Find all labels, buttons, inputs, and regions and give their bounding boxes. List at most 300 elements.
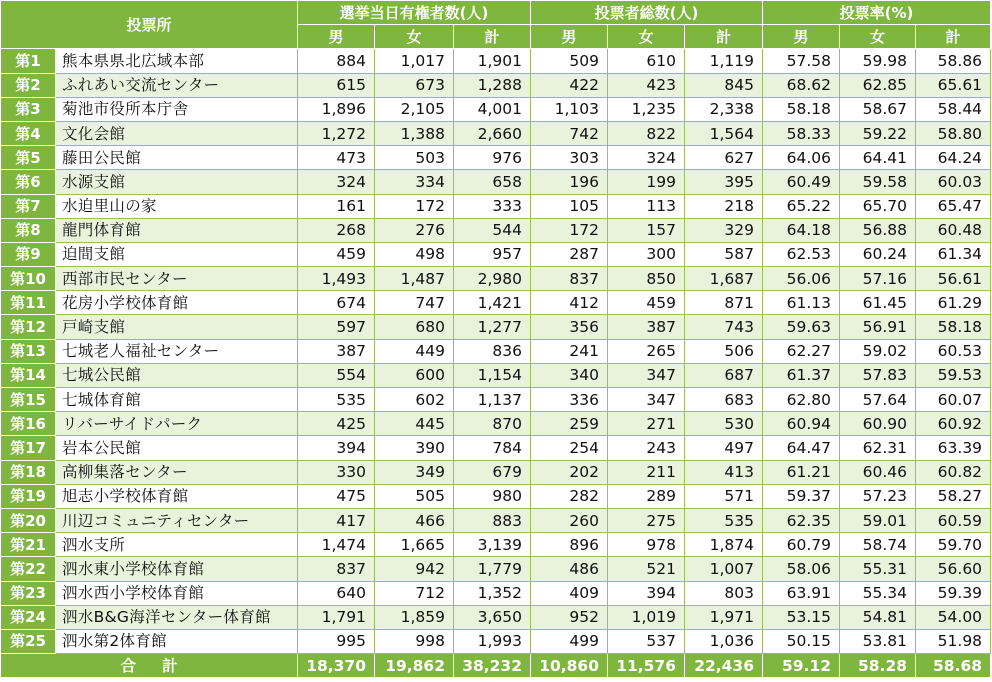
- data-cell: 58.86: [916, 49, 991, 73]
- data-cell: 51.98: [916, 629, 991, 653]
- station-number: 第18: [1, 460, 56, 484]
- data-cell: 60.07: [916, 388, 991, 412]
- data-cell: 850: [608, 267, 685, 291]
- data-cell: 422: [531, 73, 608, 97]
- data-cell: 57.83: [840, 363, 916, 387]
- data-cell: 340: [531, 363, 608, 387]
- header-female: 女: [375, 25, 454, 49]
- data-cell: 64.18: [763, 218, 840, 242]
- data-cell: 271: [608, 412, 685, 436]
- data-cell: 679: [454, 460, 531, 484]
- data-cell: 53.81: [840, 629, 916, 653]
- data-cell: 57.16: [840, 267, 916, 291]
- data-cell: 64.47: [763, 436, 840, 460]
- station-name: 水源支館: [56, 170, 298, 194]
- data-cell: 172: [375, 194, 454, 218]
- table-row: [1, 460, 991, 484]
- data-cell: 413: [685, 460, 763, 484]
- table-row: [1, 436, 991, 460]
- data-cell: 1,103: [531, 97, 608, 121]
- data-cell: 61.13: [763, 291, 840, 315]
- data-cell: 333: [454, 194, 531, 218]
- data-cell: 4,001: [454, 97, 531, 121]
- station-name: 七城公民館: [56, 363, 298, 387]
- data-cell: 349: [375, 460, 454, 484]
- data-cell: 1,474: [298, 533, 375, 557]
- data-cell: 627: [685, 146, 763, 170]
- data-cell: 202: [531, 460, 608, 484]
- data-cell: 172: [531, 218, 608, 242]
- station-number: 第6: [1, 170, 56, 194]
- data-cell: 394: [298, 436, 375, 460]
- table-row: [1, 508, 991, 532]
- data-cell: 1,036: [685, 629, 763, 653]
- data-cell: 952: [531, 605, 608, 629]
- data-cell: 60.92: [916, 412, 991, 436]
- data-cell: 60.53: [916, 339, 991, 363]
- table-row: [1, 557, 991, 581]
- data-cell: 2,105: [375, 97, 454, 121]
- table-row: [1, 363, 991, 387]
- data-cell: 62.27: [763, 339, 840, 363]
- station-name: ふれあい交流センター: [56, 73, 298, 97]
- data-cell: 65.61: [916, 73, 991, 97]
- data-cell: 597: [298, 315, 375, 339]
- data-cell: 347: [608, 363, 685, 387]
- data-cell: 265: [608, 339, 685, 363]
- total-cell: 58.28: [840, 654, 916, 678]
- data-cell: 157: [608, 218, 685, 242]
- table-row: [1, 194, 991, 218]
- data-cell: 1,901: [454, 49, 531, 73]
- data-cell: 54.81: [840, 605, 916, 629]
- header-male: 男: [763, 25, 840, 49]
- station-number: 第4: [1, 121, 56, 145]
- data-cell: 64.06: [763, 146, 840, 170]
- data-cell: 3,650: [454, 605, 531, 629]
- data-cell: 602: [375, 388, 454, 412]
- table-row: [1, 170, 991, 194]
- table-row: [1, 412, 991, 436]
- data-cell: 1,687: [685, 267, 763, 291]
- data-cell: 59.37: [763, 484, 840, 508]
- data-cell: 499: [531, 629, 608, 653]
- station-number: 第15: [1, 388, 56, 412]
- data-cell: 65.22: [763, 194, 840, 218]
- table-row: [1, 484, 991, 508]
- station-name: 高柳集落センター: [56, 460, 298, 484]
- data-cell: 300: [608, 242, 685, 266]
- data-cell: 336: [531, 388, 608, 412]
- data-cell: 60.79: [763, 533, 840, 557]
- data-cell: 1,007: [685, 557, 763, 581]
- station-number: 第22: [1, 557, 56, 581]
- station-name: リバーサイドパーク: [56, 412, 298, 436]
- station-name: 花房小学校体育館: [56, 291, 298, 315]
- data-cell: 871: [685, 291, 763, 315]
- data-cell: 113: [608, 194, 685, 218]
- station-number: 第12: [1, 315, 56, 339]
- data-cell: 1,119: [685, 49, 763, 73]
- data-cell: 57.58: [763, 49, 840, 73]
- data-cell: 334: [375, 170, 454, 194]
- station-name: 旭志小学校体育館: [56, 484, 298, 508]
- data-cell: 998: [375, 629, 454, 653]
- data-cell: 836: [454, 339, 531, 363]
- data-cell: 56.60: [916, 557, 991, 581]
- data-cell: 395: [685, 170, 763, 194]
- data-cell: 62.31: [840, 436, 916, 460]
- data-cell: 571: [685, 484, 763, 508]
- data-cell: 61.45: [840, 291, 916, 315]
- data-cell: 55.34: [840, 581, 916, 605]
- data-cell: 64.24: [916, 146, 991, 170]
- data-cell: 784: [454, 436, 531, 460]
- data-cell: 610: [608, 49, 685, 73]
- station-name: 熊本県県北広域本部: [56, 49, 298, 73]
- data-cell: 673: [375, 73, 454, 97]
- header-female: 女: [608, 25, 685, 49]
- data-cell: 356: [531, 315, 608, 339]
- table-row: [1, 388, 991, 412]
- station-number: 第13: [1, 339, 56, 363]
- table-row: [1, 629, 991, 653]
- data-cell: 394: [608, 581, 685, 605]
- data-cell: 387: [608, 315, 685, 339]
- total-cell: 59.12: [763, 654, 840, 678]
- data-cell: 58.74: [840, 533, 916, 557]
- data-cell: 287: [531, 242, 608, 266]
- total-label: 合計: [1, 654, 298, 678]
- data-cell: 995: [298, 629, 375, 653]
- data-cell: 58.33: [763, 121, 840, 145]
- total-cell: 11,576: [608, 654, 685, 678]
- table-row: [1, 49, 991, 73]
- data-cell: 473: [298, 146, 375, 170]
- station-number: 第20: [1, 508, 56, 532]
- data-cell: 1,971: [685, 605, 763, 629]
- data-cell: 1,352: [454, 581, 531, 605]
- data-cell: 61.37: [763, 363, 840, 387]
- data-cell: 65.70: [840, 194, 916, 218]
- station-number: 第21: [1, 533, 56, 557]
- data-cell: 211: [608, 460, 685, 484]
- station-number: 第3: [1, 97, 56, 121]
- table-row: [1, 73, 991, 97]
- data-cell: 60.46: [840, 460, 916, 484]
- data-cell: 742: [531, 121, 608, 145]
- header-male: 男: [298, 25, 375, 49]
- total-row: [1, 654, 991, 678]
- header-turnout: 投票率(%): [763, 1, 991, 25]
- data-cell: 60.03: [916, 170, 991, 194]
- station-number: 第11: [1, 291, 56, 315]
- data-cell: 282: [531, 484, 608, 508]
- data-cell: 1,993: [454, 629, 531, 653]
- data-cell: 1,019: [608, 605, 685, 629]
- table-row: [1, 242, 991, 266]
- station-number: 第25: [1, 629, 56, 653]
- data-cell: 976: [454, 146, 531, 170]
- data-cell: 1,859: [375, 605, 454, 629]
- data-cell: 3,139: [454, 533, 531, 557]
- data-cell: 544: [454, 218, 531, 242]
- data-cell: 276: [375, 218, 454, 242]
- data-cell: 59.22: [840, 121, 916, 145]
- data-cell: 58.18: [916, 315, 991, 339]
- data-cell: 1,154: [454, 363, 531, 387]
- station-name: 泗水西小学校体育館: [56, 581, 298, 605]
- header-female: 女: [840, 25, 916, 49]
- data-cell: 59.70: [916, 533, 991, 557]
- data-cell: 58.44: [916, 97, 991, 121]
- data-cell: 680: [375, 315, 454, 339]
- data-cell: 535: [685, 508, 763, 532]
- data-cell: 196: [531, 170, 608, 194]
- total-cell: 10,860: [531, 654, 608, 678]
- data-cell: 61.29: [916, 291, 991, 315]
- data-cell: 58.18: [763, 97, 840, 121]
- data-cell: 60.90: [840, 412, 916, 436]
- data-cell: 600: [375, 363, 454, 387]
- data-cell: 55.31: [840, 557, 916, 581]
- data-cell: 1,388: [375, 121, 454, 145]
- header-voters: 投票者総数(人): [531, 1, 763, 25]
- station-name: 泗水B&G海洋センター体育館: [56, 605, 298, 629]
- table-row: [1, 121, 991, 145]
- data-cell: 303: [531, 146, 608, 170]
- data-cell: 59.58: [840, 170, 916, 194]
- data-cell: 957: [454, 242, 531, 266]
- data-cell: 475: [298, 484, 375, 508]
- data-cell: 68.62: [763, 73, 840, 97]
- table-row: [1, 218, 991, 242]
- data-cell: 56.61: [916, 267, 991, 291]
- station-name: 文化会館: [56, 121, 298, 145]
- data-cell: 1,564: [685, 121, 763, 145]
- data-cell: 530: [685, 412, 763, 436]
- data-cell: 980: [454, 484, 531, 508]
- data-cell: 62.80: [763, 388, 840, 412]
- data-cell: 60.59: [916, 508, 991, 532]
- data-cell: 65.47: [916, 194, 991, 218]
- data-cell: 59.01: [840, 508, 916, 532]
- station-number: 第19: [1, 484, 56, 508]
- data-cell: 347: [608, 388, 685, 412]
- data-cell: 1,288: [454, 73, 531, 97]
- data-cell: 330: [298, 460, 375, 484]
- station-name: 岩本公民館: [56, 436, 298, 460]
- table-row: [1, 97, 991, 121]
- station-name: 泗水支所: [56, 533, 298, 557]
- data-cell: 486: [531, 557, 608, 581]
- data-cell: 747: [375, 291, 454, 315]
- station-name: 七城体育館: [56, 388, 298, 412]
- data-cell: 884: [298, 49, 375, 73]
- data-cell: 241: [531, 339, 608, 363]
- station-number: 第9: [1, 242, 56, 266]
- data-cell: 329: [685, 218, 763, 242]
- data-cell: 58.27: [916, 484, 991, 508]
- header-registered: 選挙当日有権者数(人): [298, 1, 531, 25]
- data-cell: 535: [298, 388, 375, 412]
- station-name: 七城老人福祉センター: [56, 339, 298, 363]
- data-cell: 390: [375, 436, 454, 460]
- data-cell: 1,272: [298, 121, 375, 145]
- data-cell: 743: [685, 315, 763, 339]
- data-cell: 56.88: [840, 218, 916, 242]
- data-cell: 509: [531, 49, 608, 73]
- data-cell: 423: [608, 73, 685, 97]
- data-cell: 615: [298, 73, 375, 97]
- data-cell: 503: [375, 146, 454, 170]
- data-cell: 57.23: [840, 484, 916, 508]
- data-cell: 822: [608, 121, 685, 145]
- data-cell: 59.63: [763, 315, 840, 339]
- station-name: 菊池市役所本庁舎: [56, 97, 298, 121]
- data-cell: 289: [608, 484, 685, 508]
- data-cell: 275: [608, 508, 685, 532]
- data-cell: 712: [375, 581, 454, 605]
- data-cell: 1,896: [298, 97, 375, 121]
- data-cell: 1,874: [685, 533, 763, 557]
- table-row: [1, 146, 991, 170]
- station-number: 第16: [1, 412, 56, 436]
- header-total: 計: [916, 25, 991, 49]
- data-cell: 942: [375, 557, 454, 581]
- table-row: [1, 267, 991, 291]
- data-cell: 56.91: [840, 315, 916, 339]
- data-cell: 161: [298, 194, 375, 218]
- data-cell: 62.35: [763, 508, 840, 532]
- data-cell: 58.80: [916, 121, 991, 145]
- station-name: 迫間支館: [56, 242, 298, 266]
- data-cell: 218: [685, 194, 763, 218]
- data-cell: 268: [298, 218, 375, 242]
- table-row: [1, 581, 991, 605]
- data-cell: 1,665: [375, 533, 454, 557]
- data-cell: 521: [608, 557, 685, 581]
- data-cell: 587: [685, 242, 763, 266]
- data-cell: 61.34: [916, 242, 991, 266]
- data-cell: 1,277: [454, 315, 531, 339]
- header-station: 投票所: [1, 1, 298, 49]
- table-row: [1, 315, 991, 339]
- station-number: 第7: [1, 194, 56, 218]
- data-cell: 683: [685, 388, 763, 412]
- data-cell: 466: [375, 508, 454, 532]
- data-cell: 674: [298, 291, 375, 315]
- data-cell: 803: [685, 581, 763, 605]
- data-cell: 54.00: [916, 605, 991, 629]
- data-cell: 2,338: [685, 97, 763, 121]
- table-row: [1, 291, 991, 315]
- data-cell: 445: [375, 412, 454, 436]
- data-cell: 837: [531, 267, 608, 291]
- data-cell: 60.24: [840, 242, 916, 266]
- data-cell: 387: [298, 339, 375, 363]
- station-number: 第17: [1, 436, 56, 460]
- data-cell: 883: [454, 508, 531, 532]
- data-cell: 259: [531, 412, 608, 436]
- data-cell: 425: [298, 412, 375, 436]
- data-cell: 837: [298, 557, 375, 581]
- data-cell: 1,779: [454, 557, 531, 581]
- data-cell: 1,421: [454, 291, 531, 315]
- data-cell: 324: [298, 170, 375, 194]
- station-number: 第8: [1, 218, 56, 242]
- data-cell: 449: [375, 339, 454, 363]
- data-cell: 459: [608, 291, 685, 315]
- data-cell: 60.82: [916, 460, 991, 484]
- data-cell: 50.15: [763, 629, 840, 653]
- station-name: 藤田公民館: [56, 146, 298, 170]
- table-row: [1, 605, 991, 629]
- data-cell: 1,235: [608, 97, 685, 121]
- data-cell: 658: [454, 170, 531, 194]
- header-total: 計: [685, 25, 763, 49]
- station-number: 第14: [1, 363, 56, 387]
- station-number: 第1: [1, 49, 56, 73]
- station-number: 第24: [1, 605, 56, 629]
- table-row: [1, 339, 991, 363]
- data-cell: 506: [685, 339, 763, 363]
- header-row-top: [1, 1, 991, 25]
- data-cell: 896: [531, 533, 608, 557]
- data-cell: 63.39: [916, 436, 991, 460]
- data-cell: 324: [608, 146, 685, 170]
- data-cell: 845: [685, 73, 763, 97]
- data-cell: 62.85: [840, 73, 916, 97]
- total-cell: 38,232: [454, 654, 531, 678]
- data-cell: 1,791: [298, 605, 375, 629]
- data-cell: 53.15: [763, 605, 840, 629]
- data-cell: 57.64: [840, 388, 916, 412]
- header-male: 男: [531, 25, 608, 49]
- table-body: [1, 49, 991, 654]
- station-name: 西部市民センター: [56, 267, 298, 291]
- data-cell: 61.21: [763, 460, 840, 484]
- data-cell: 58.06: [763, 557, 840, 581]
- data-cell: 59.39: [916, 581, 991, 605]
- data-cell: 1,017: [375, 49, 454, 73]
- data-cell: 417: [298, 508, 375, 532]
- data-cell: 56.06: [763, 267, 840, 291]
- data-cell: 60.94: [763, 412, 840, 436]
- data-cell: 537: [608, 629, 685, 653]
- data-cell: 64.41: [840, 146, 916, 170]
- data-cell: 687: [685, 363, 763, 387]
- data-cell: 2,660: [454, 121, 531, 145]
- data-cell: 497: [685, 436, 763, 460]
- data-cell: 59.98: [840, 49, 916, 73]
- data-cell: 60.48: [916, 218, 991, 242]
- data-cell: 554: [298, 363, 375, 387]
- data-cell: 1,493: [298, 267, 375, 291]
- data-cell: 412: [531, 291, 608, 315]
- data-cell: 870: [454, 412, 531, 436]
- data-cell: 59.53: [916, 363, 991, 387]
- data-cell: 105: [531, 194, 608, 218]
- data-cell: 1,137: [454, 388, 531, 412]
- data-cell: 409: [531, 581, 608, 605]
- data-cell: 260: [531, 508, 608, 532]
- station-name: 戸崎支館: [56, 315, 298, 339]
- station-number: 第10: [1, 267, 56, 291]
- data-cell: 63.91: [763, 581, 840, 605]
- data-cell: 60.49: [763, 170, 840, 194]
- station-name: 龍門体育館: [56, 218, 298, 242]
